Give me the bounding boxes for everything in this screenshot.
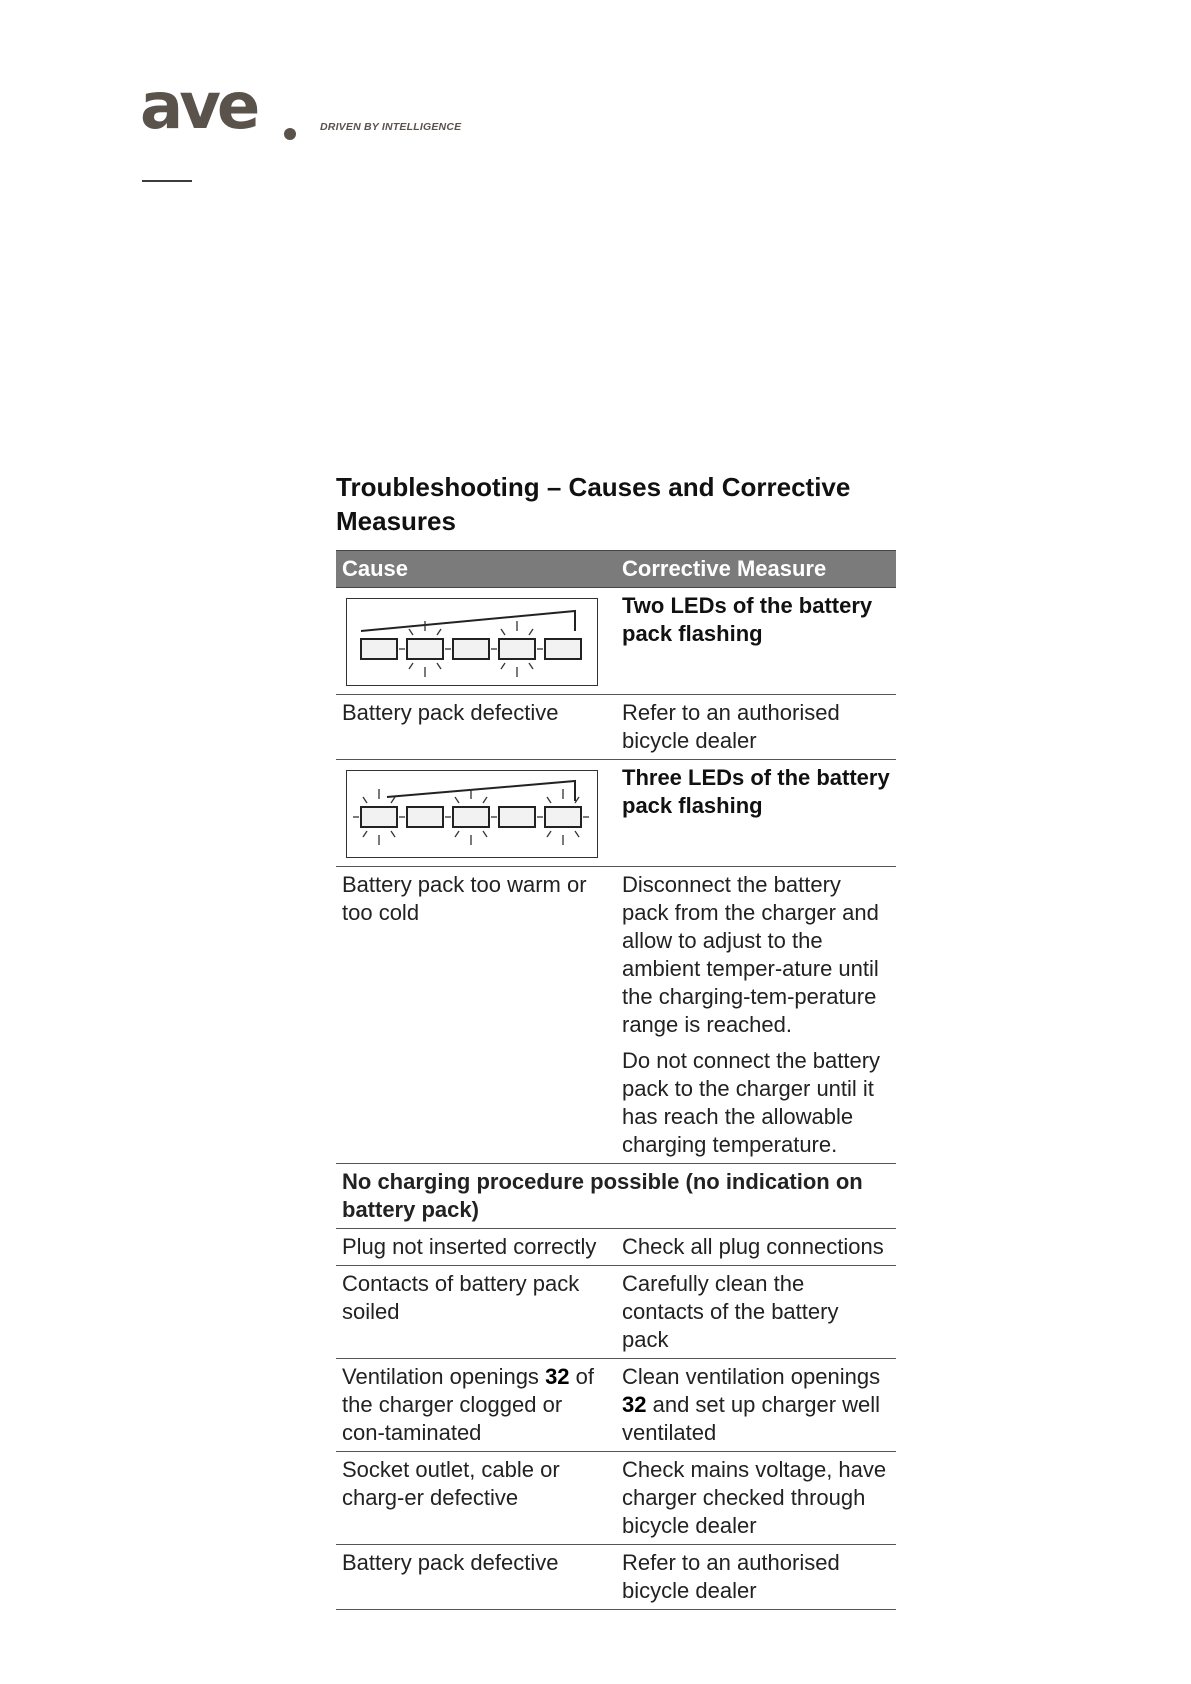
reference-number: 32 <box>545 1364 570 1389</box>
measure-cell <box>616 867 896 1164</box>
measure-cell: Refer to an authorised bicycle dealer <box>616 1545 896 1610</box>
measure-cell: Three LEDs of the battery pack flashing <box>616 760 896 867</box>
troubleshooting-section <box>336 470 896 1610</box>
header-corrective-measure: Corrective Measure <box>616 551 896 588</box>
cause-cell: Socket outlet, cable or charg-er defective <box>336 1452 616 1545</box>
troubleshooting-table <box>336 550 896 1610</box>
svg-text:ave: ave <box>140 82 257 142</box>
cause-cell: Battery pack too warm or too cold <box>336 867 616 1164</box>
group-heading: No charging procedure possible (no indication on battery pack) <box>336 1164 896 1229</box>
measure-cell: Check mains voltage, have charger checked through bicycle dealer <box>616 1452 896 1545</box>
table-row <box>336 760 896 867</box>
measure-cell <box>616 1359 896 1452</box>
table-row <box>336 1545 896 1610</box>
table-row <box>336 1452 896 1545</box>
table-row <box>336 1164 896 1229</box>
cause-text: Ventilation openings <box>342 1364 546 1389</box>
reference-number: 32 <box>622 1392 647 1417</box>
cause-cell: Contacts of battery pack soiled <box>336 1266 616 1359</box>
header-cause: Cause <box>336 551 616 588</box>
cause-cell: Battery pack defective <box>336 695 616 760</box>
measure-text: Clean ventilation openings <box>622 1364 881 1389</box>
table-row <box>336 1229 896 1266</box>
cause-cell: Plug not inserted correctly <box>336 1229 616 1266</box>
three-leds-flashing-illustration <box>346 770 598 858</box>
measure-text: and set up charger well ventilated <box>622 1392 881 1445</box>
illustration-cell <box>336 760 616 867</box>
table-row <box>336 695 896 760</box>
section-title: Troubleshooting – Causes and Corrective Measures <box>336 472 851 536</box>
cause-text: of the charger clogged or con-taminated <box>342 1364 595 1445</box>
table-header-row <box>336 551 896 588</box>
measure-cell: Refer to an authorised bicycle dealer <box>616 695 896 760</box>
measure-cell: Carefully clean the contacts of the battery pack <box>616 1266 896 1359</box>
measure-paragraph: Disconnect the battery pack from the charger and allow to adjust to the ambient temper-ature until the charging-tem-perature range is reached. <box>622 872 879 1037</box>
cause-cell <box>336 1359 616 1452</box>
brand-tagline: DRIVEN BY INTELLIGENCE <box>320 121 462 133</box>
measure-cell: Two LEDs of the battery pack flashing <box>616 588 896 695</box>
table-row <box>336 867 896 1164</box>
measure-paragraph: Do not connect the battery pack to the charger until it has reach the allowable charging temperature. <box>622 1048 881 1157</box>
table-row <box>336 588 896 695</box>
illustration-cell <box>336 588 616 695</box>
ave-logo <box>140 82 300 142</box>
two-leds-flashing-illustration <box>346 598 598 686</box>
measure-cell: Check all plug connections <box>616 1229 896 1266</box>
header-rule <box>142 180 192 182</box>
cause-cell: Battery pack defective <box>336 1545 616 1610</box>
table-row <box>336 1359 896 1452</box>
table-row <box>336 1266 896 1359</box>
